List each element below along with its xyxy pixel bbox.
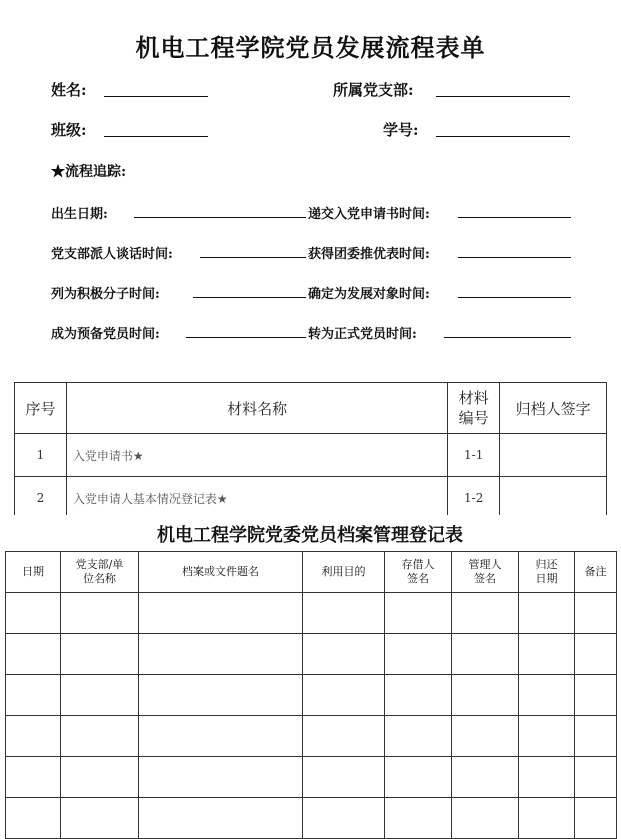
archive-cell[interactable] [61, 675, 139, 716]
archive-cell[interactable] [139, 634, 303, 675]
archive-cell[interactable] [575, 798, 617, 839]
header-material-name: 材料名称 [66, 383, 447, 434]
tracking-label-recommend: 获得团委推优表时间: [308, 247, 430, 262]
archive-cell[interactable] [6, 634, 61, 675]
table-row [15, 477, 607, 520]
tracking-field-birth[interactable] [134, 217, 306, 218]
archive-register [2, 515, 618, 828]
archive-cell[interactable] [61, 757, 139, 798]
header-code-line1: 材料 [458, 389, 489, 407]
name-label: 姓名: [51, 81, 87, 99]
archive-header-return-date: 归还 日期 [519, 552, 575, 593]
tracking-label-application: 递交入党申请书时间: [308, 207, 430, 222]
tracking-field-recommend[interactable] [458, 257, 571, 258]
archive-cell[interactable] [139, 593, 303, 634]
archive-cell[interactable] [452, 675, 519, 716]
archive-cell[interactable] [519, 634, 575, 675]
archive-cell[interactable] [575, 593, 617, 634]
header-no: 序号 [15, 383, 67, 434]
archive-header-borrower: 存借人 签名 [385, 552, 452, 593]
form-title: 机电工程学院党员发展流程表单 [135, 33, 486, 62]
archive-cell[interactable] [452, 798, 519, 839]
tracking-heading: ★流程追踪: [51, 164, 127, 180]
name-field[interactable] [104, 96, 208, 97]
tracking-label-probationary: 成为预备党员时间: [51, 327, 160, 342]
row-signer-cell[interactable] [500, 434, 607, 477]
archive-cell[interactable] [452, 634, 519, 675]
archive-cell[interactable] [575, 634, 617, 675]
archive-cell[interactable] [519, 716, 575, 757]
archive-cell[interactable] [303, 593, 385, 634]
class-field[interactable] [104, 136, 208, 137]
header-signer: 归档人签字 [500, 383, 607, 434]
archive-cell[interactable] [303, 757, 385, 798]
archive-cell[interactable] [303, 798, 385, 839]
archive-cell[interactable] [452, 716, 519, 757]
table-row [6, 593, 617, 634]
archive-cell[interactable] [452, 757, 519, 798]
row-material-code: 1-2 [448, 477, 500, 520]
archive-cell[interactable] [519, 593, 575, 634]
table-row [6, 757, 617, 798]
archive-cell[interactable] [385, 675, 452, 716]
tracking-field-probationary[interactable] [186, 337, 306, 338]
table-row [6, 716, 617, 757]
archive-cell[interactable] [6, 675, 61, 716]
archive-cell[interactable] [139, 675, 303, 716]
archive-cell[interactable] [61, 798, 139, 839]
row-material-name: 入党申请书★ [66, 434, 447, 477]
archive-header-document: 档案或文件题名 [139, 552, 303, 593]
archive-table [5, 551, 617, 839]
tracking-label-candidate: 确定为发展对象时间: [308, 287, 430, 302]
row-signer-cell[interactable] [500, 477, 607, 520]
row-no: 1 [15, 434, 67, 477]
row-no: 2 [15, 477, 67, 520]
archive-cell[interactable] [61, 634, 139, 675]
student-id-label: 学号: [383, 121, 419, 139]
archive-cell[interactable] [6, 716, 61, 757]
archive-cell[interactable] [139, 798, 303, 839]
archive-cell[interactable] [61, 593, 139, 634]
table-row [6, 675, 617, 716]
table-row [15, 434, 607, 477]
archive-header-row [6, 552, 617, 593]
tracking-field-application[interactable] [458, 217, 571, 218]
materials-header-row [15, 383, 607, 434]
archive-cell[interactable] [519, 798, 575, 839]
archive-cell[interactable] [6, 757, 61, 798]
archive-cell[interactable] [575, 757, 617, 798]
tracking-label-activist: 列为积极分子时间: [51, 287, 160, 302]
archive-cell[interactable] [303, 716, 385, 757]
tracking-field-activist[interactable] [193, 297, 306, 298]
archive-header-branch: 党支部/单 位名称 [61, 552, 139, 593]
archive-cell[interactable] [519, 757, 575, 798]
archive-cell[interactable] [139, 716, 303, 757]
archive-header-remarks: 备注 [575, 552, 617, 593]
table-row [6, 798, 617, 839]
tracking-label-full-member: 转为正式党员时间: [308, 327, 417, 342]
archive-cell[interactable] [519, 675, 575, 716]
tracking-field-candidate[interactable] [458, 297, 571, 298]
row-material-code: 1-1 [448, 434, 500, 477]
archive-body [6, 593, 617, 839]
materials-table [14, 382, 607, 520]
archive-header-date: 日期 [6, 552, 61, 593]
archive-cell[interactable] [385, 798, 452, 839]
archive-cell[interactable] [6, 798, 61, 839]
archive-cell[interactable] [385, 634, 452, 675]
archive-cell[interactable] [385, 593, 452, 634]
archive-cell[interactable] [452, 593, 519, 634]
archive-cell[interactable] [6, 593, 61, 634]
tracking-field-interview[interactable] [200, 257, 306, 258]
header-code-line2: 编号 [458, 409, 489, 427]
archive-cell[interactable] [139, 757, 303, 798]
archive-cell[interactable] [303, 634, 385, 675]
archive-cell[interactable] [303, 675, 385, 716]
class-label: 班级: [51, 121, 87, 139]
table-row [6, 634, 617, 675]
archive-cell[interactable] [61, 716, 139, 757]
archive-cell[interactable] [385, 716, 452, 757]
tracking-label-birth: 出生日期: [51, 207, 108, 222]
archive-header-purpose: 利用目的 [303, 552, 385, 593]
archive-header-manager: 管理人 签名 [452, 552, 519, 593]
archive-title: 机电工程学院党委党员档案管理登记表 [157, 525, 463, 546]
archive-cell[interactable] [575, 675, 617, 716]
tracking-label-interview: 党支部派人谈话时间: [51, 247, 173, 262]
row-material-name: 入党申请人基本情况登记表★ [66, 477, 447, 520]
branch-label: 所属党支部: [333, 81, 414, 99]
archive-cell[interactable] [385, 757, 452, 798]
archive-cell[interactable] [575, 716, 617, 757]
student-id-field[interactable] [436, 136, 570, 137]
branch-field[interactable] [436, 96, 570, 97]
header-material-code [448, 383, 500, 434]
tracking-field-full-member[interactable] [444, 337, 571, 338]
